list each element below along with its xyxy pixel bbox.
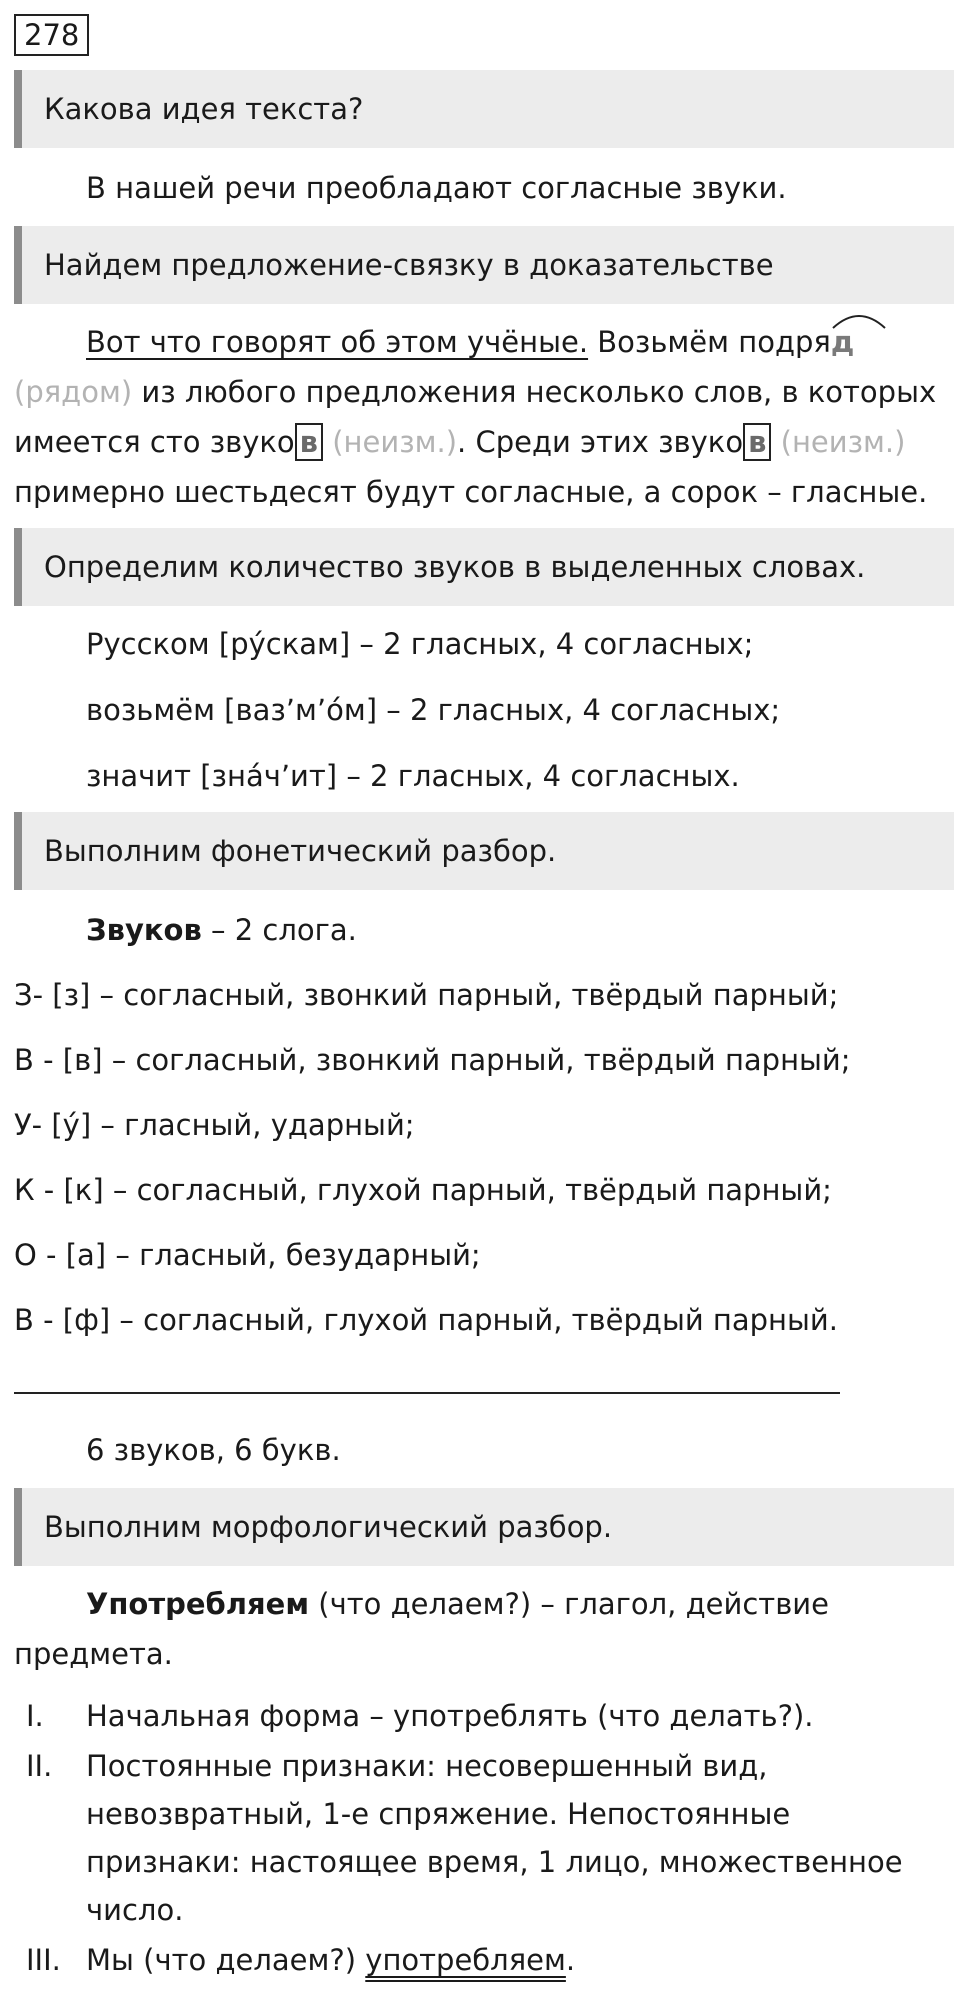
count-line: значит [зна́ч’ит] – 2 гласных, 4 согласных. xyxy=(86,759,740,793)
boxed-letter-1: в xyxy=(295,423,323,461)
proof-line-2 xyxy=(14,372,936,412)
proof-line-1-rest: Возьмём подря xyxy=(588,325,831,359)
list-item-line: Постоянные признаки: несовершенный вид, xyxy=(86,1749,768,1783)
syllable-line xyxy=(86,910,357,950)
idea-text: В нашей речи преобладают согласные звуки. xyxy=(86,171,787,205)
sound-line: В - [в] – согласный, звонкий парный, твёрдый парный; xyxy=(14,1043,851,1077)
proof-line-1 xyxy=(86,322,854,362)
list-number: III. xyxy=(26,1943,61,1977)
sentence-end: . xyxy=(565,1943,576,1977)
list-number: II. xyxy=(26,1749,53,1783)
boxed-letter-2: в xyxy=(743,423,771,461)
link-sentence: Вот что говорят об этом учёные. xyxy=(86,325,589,359)
list-item-line: признаки: настоящее время, 1 лицо, множественное xyxy=(86,1845,903,1879)
note-neizm-2: (неизм.) xyxy=(771,425,906,459)
list-item-line: Начальная форма – употреблять (что делать?). xyxy=(86,1699,814,1733)
proof-line-3-d: о xyxy=(725,425,744,459)
list-number: I. xyxy=(26,1699,44,1733)
list-item-line: число. xyxy=(86,1893,184,1927)
morph-word: Употребляем xyxy=(86,1587,310,1621)
section-header-phonetic: Выполним фонетический разбор. xyxy=(14,812,954,890)
list-item-line: невозвратный, 1-е спряжение. Непостоянные xyxy=(86,1797,791,1831)
sound-line: У- [у́] – гласный, ударный; xyxy=(14,1108,415,1142)
phonetic-word: Звуков xyxy=(86,913,202,947)
proof-line-3 xyxy=(14,422,905,462)
list-item-line xyxy=(86,1940,575,1980)
syllable-count: – 2 слога. xyxy=(201,913,357,947)
proof-line-3-c: . Среди этих звук xyxy=(457,425,726,459)
sound-line: З- [з] – согласный, звонкий парный, твёрдый парный; xyxy=(14,978,839,1012)
proof-line-3-a: имеется сто звук xyxy=(14,425,277,459)
proof-line-4: примерно шестьдесят будут согласные, а сорок – гласные. xyxy=(14,475,928,509)
section-header-idea: Какова идея текста? xyxy=(14,70,954,148)
note-neizm-1: (неизм.) xyxy=(323,425,458,459)
divider xyxy=(14,1392,840,1394)
note-ryadom: (рядом) xyxy=(14,375,133,409)
count-line: Русском [ру́скам] – 2 гласных, 4 согласных; xyxy=(86,627,754,661)
predicate-underlined: употребляем xyxy=(365,1943,566,1977)
sound-line: К - [к] – согласный, глухой парный, твёрдый парный; xyxy=(14,1173,832,1207)
sentence-start: Мы (что делаем?) xyxy=(86,1943,366,1977)
sound-line: О - [а] – гласный, безударный; xyxy=(14,1238,481,1272)
morph-intro-line-2: предмета. xyxy=(14,1637,173,1671)
morph-intro-line-1 xyxy=(86,1584,829,1624)
proof-line-3-b: о xyxy=(276,425,295,459)
morph-intro-rest: (что делаем?) – глагол, действие xyxy=(309,1587,829,1621)
sound-line: В - [ф] – согласный, глухой парный, твёрдый парный. xyxy=(14,1303,838,1337)
section-header-link-sentence: Найдем предложение-связку в доказательстве xyxy=(14,226,954,304)
proof-line-2-rest: из любого предложения несколько слов, в которых xyxy=(132,375,937,409)
count-line: возьмём [ваз’м’о́м] – 2 гласных, 4 согласных; xyxy=(86,693,781,727)
arc-icon xyxy=(831,310,887,330)
sound-total: 6 звуков, 6 букв. xyxy=(86,1433,341,1467)
section-header-count: Определим количество звуков в выделенных словах. xyxy=(14,528,954,606)
highlighted-letter: д xyxy=(830,325,855,359)
section-header-morphological: Выполним морфологический разбор. xyxy=(14,1488,954,1566)
task-number: 278 xyxy=(14,14,89,56)
stress-arc xyxy=(831,322,854,362)
